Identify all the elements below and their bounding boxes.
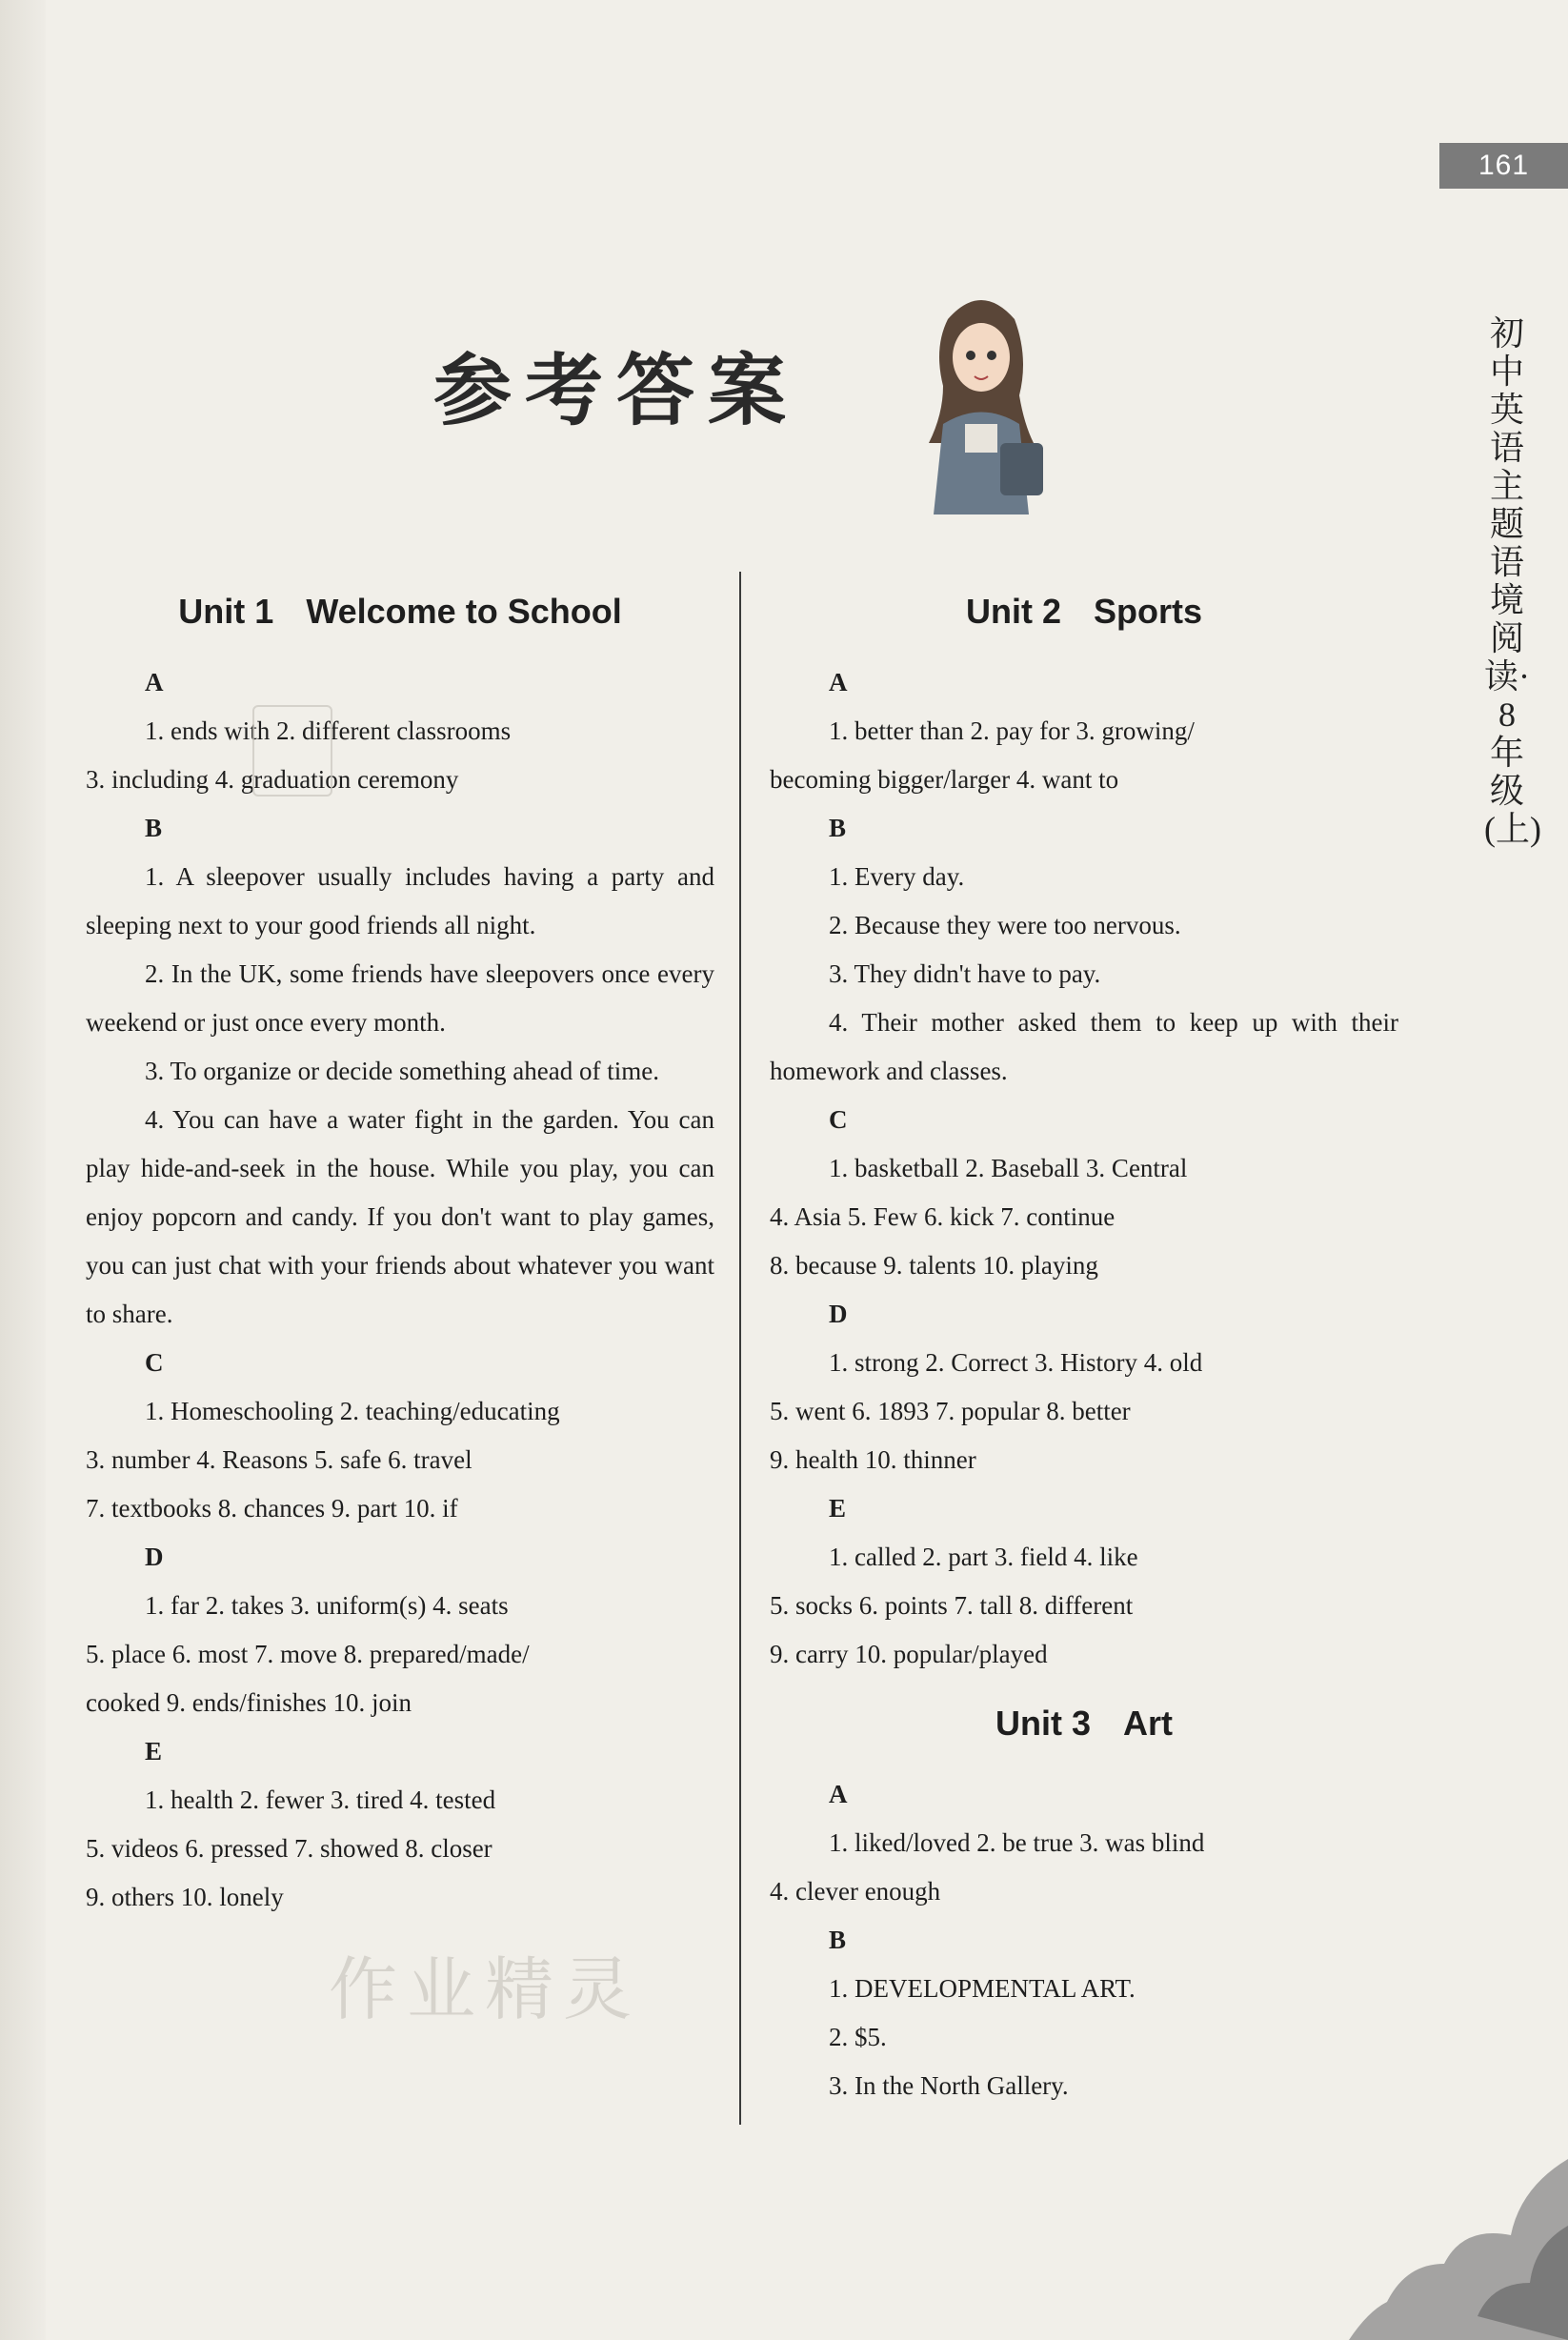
unit2-d-line: 1. strong 2. Correct 3. History 4. old [829,1348,1203,1377]
unit1-name: Welcome to School [306,592,622,631]
unit3-a-line: 1. liked/loved 2. be true 3. was blind [829,1828,1205,1857]
unit2-c-line: 1. basketball 2. Baseball 3. Central [829,1154,1188,1182]
unit2-section-a: A [829,668,848,696]
unit1-section-d: D [145,1543,164,1571]
unit2-number: Unit 2 [965,592,1061,631]
wave-decoration-icon [1349,2121,1568,2340]
unit3-name: Art [1123,1704,1173,1743]
unit3-section-b: B [829,1926,847,1954]
unit1-a-line: 1. ends with 2. different classrooms [145,716,512,745]
unit1-e-line: 5. videos 6. pressed 7. showed 8. closer [86,1834,493,1863]
unit2-title [770,586,1398,637]
left-column [86,586,714,1922]
unit2-c-line: 8. because 9. talents 10. playing [770,1251,1098,1280]
unit3-number: Unit 3 [995,1704,1091,1743]
unit3-a-line: 4. clever enough [770,1877,941,1906]
unit2-section-b: B [829,814,847,842]
unit2-section-d: D [829,1300,848,1328]
unit1-d-line: 1. far 2. takes 3. uniform(s) 4. seats [145,1591,509,1620]
unit1-b-answer: 4. You can have a water fight in the garden. You can play hide-and-seek in the house. While you play, you can enjoy popcorn and candy. If you don't want to play games, you can just chat with your friends about whatever you want to share. [86,1105,714,1328]
unit1-title [86,586,714,637]
unit2-b-answer: 2. Because they were too nervous. [829,911,1181,939]
unit1-section-e: E [145,1737,163,1765]
watermark-text: 作业精灵 [329,1949,642,2029]
page-edge [0,0,46,2340]
unit3-b-answer: 1. DEVELOPMENTAL ART. [829,1974,1136,2003]
unit2-b-answer: 4. Their mother asked them to keep up with their homework and classes. [770,1008,1398,1085]
unit2-b-answer: 3. They didn't have to pay. [829,959,1101,988]
unit1-section-c: C [145,1348,164,1377]
right-column [770,586,1398,2110]
unit1-d-line: cooked 9. ends/finishes 10. join [86,1688,412,1717]
page-title: 参考答案 [433,345,800,436]
unit2-d-line: 9. health 10. thinner [770,1445,976,1474]
unit2-section-e: E [829,1494,847,1523]
unit3-section-a: A [829,1780,848,1808]
unit1-a-line: 3. including 4. graduation ceremony [86,765,459,794]
book-title: 初中英语主题语境阅读·8年级(上) [1484,314,1541,848]
unit2-d-line: 5. went 6. 1893 7. popular 8. better [770,1397,1131,1425]
unit2-name: Sports [1094,592,1203,631]
unit2-a-line: becoming bigger/larger 4. want to [770,765,1119,794]
unit1-section-b: B [145,814,163,842]
girl-illustration-icon [910,281,1053,519]
unit3-title [770,1698,1398,1749]
unit2-e-line: 5. socks 6. points 7. tall 8. different [770,1591,1134,1620]
unit1-c-line: 1. Homeschooling 2. teaching/educating [145,1397,560,1425]
unit2-c-line: 4. Asia 5. Few 6. kick 7. continue [770,1202,1116,1231]
unit3-b-answer: 2. $5. [829,2023,887,2051]
stamp-watermark-icon [252,705,332,797]
unit2-e-line: 1. called 2. part 3. field 4. like [829,1543,1138,1571]
page-number: 161 [1439,143,1568,189]
unit3-b-answer: 3. In the North Gallery. [829,2071,1069,2100]
unit1-b-answer: 3. To organize or decide something ahead of time. [145,1057,659,1085]
unit1-d-line: 5. place 6. most 7. move 8. prepared/made/ [86,1640,530,1668]
unit1-e-line: 9. others 10. lonely [86,1883,284,1911]
unit1-c-line: 7. textbooks 8. chances 9. part 10. if [86,1494,458,1523]
unit1-e-line: 1. health 2. fewer 3. tired 4. tested [145,1785,496,1814]
unit1-number: Unit 1 [178,592,274,631]
unit1-section-a: A [145,668,164,696]
unit1-b-answer: 2. In the UK, some friends have sleepovers once every weekend or just once every month. [86,959,714,1037]
unit2-section-c: C [829,1105,848,1134]
column-divider [739,572,741,2125]
unit2-e-line: 9. carry 10. popular/played [770,1640,1048,1668]
unit1-c-line: 3. number 4. Reasons 5. safe 6. travel [86,1445,472,1474]
unit2-a-line: 1. better than 2. pay for 3. growing/ [829,716,1195,745]
unit1-b-answer: 1. A sleepover usually includes having a party and sleeping next to your good friends all night. [86,862,714,939]
unit2-b-answer: 1. Every day. [829,862,965,891]
